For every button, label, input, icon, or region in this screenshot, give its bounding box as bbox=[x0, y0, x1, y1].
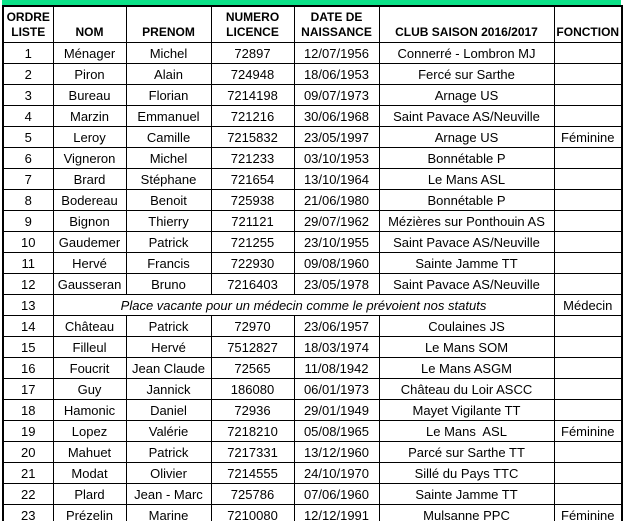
cell-ordre: 16 bbox=[3, 358, 53, 379]
cell-fonction bbox=[554, 463, 622, 484]
column-header-fonction: FONCTION bbox=[554, 6, 622, 43]
header-row bbox=[3, 6, 622, 43]
cell-club: Saint Pavace AS/Neuville bbox=[379, 232, 554, 253]
cell-prenom: Camille bbox=[126, 127, 211, 148]
cell-ordre: 2 bbox=[3, 64, 53, 85]
table-row bbox=[3, 379, 622, 400]
cell-naissance: 09/07/1973 bbox=[294, 85, 379, 106]
column-header-ordre: ORDRE LISTE bbox=[3, 6, 53, 43]
cell-nom: Gausseran bbox=[53, 274, 126, 295]
table-row bbox=[3, 358, 622, 379]
cell-club: Château du Loir ASCC bbox=[379, 379, 554, 400]
table-row bbox=[3, 400, 622, 421]
cell-licence: 72897 bbox=[211, 43, 294, 64]
table-row bbox=[3, 463, 622, 484]
cell-nom: Vigneron bbox=[53, 148, 126, 169]
cell-club: Le Mans ASL bbox=[379, 421, 554, 442]
cell-fonction bbox=[554, 316, 622, 337]
cell-licence: 721255 bbox=[211, 232, 294, 253]
cell-prenom: Michel bbox=[126, 148, 211, 169]
cell-fonction bbox=[554, 85, 622, 106]
cell-nom: Marzin bbox=[53, 106, 126, 127]
cell-naissance: 23/05/1978 bbox=[294, 274, 379, 295]
cell-nom: Plard bbox=[53, 484, 126, 505]
cell-nom: Hamonic bbox=[53, 400, 126, 421]
cell-naissance: 07/06/1960 bbox=[294, 484, 379, 505]
cell-prenom: Bruno bbox=[126, 274, 211, 295]
cell-ordre: 13 bbox=[3, 295, 53, 316]
column-header-club: CLUB SAISON 2016/2017 bbox=[379, 6, 554, 43]
cell-naissance: 11/08/1942 bbox=[294, 358, 379, 379]
cell-nom: Foucrit bbox=[53, 358, 126, 379]
cell-licence: 721233 bbox=[211, 148, 294, 169]
cell-prenom: Olivier bbox=[126, 463, 211, 484]
cell-club: Parcé sur Sarthe TT bbox=[379, 442, 554, 463]
cell-fonction: Féminine bbox=[554, 127, 622, 148]
cell-fonction bbox=[554, 442, 622, 463]
cell-ordre: 11 bbox=[3, 253, 53, 274]
cell-fonction bbox=[554, 400, 622, 421]
table-row bbox=[3, 295, 622, 316]
cell-club: Saint Pavace AS/Neuville bbox=[379, 274, 554, 295]
cell-prenom: Florian bbox=[126, 85, 211, 106]
cell-prenom: Thierry bbox=[126, 211, 211, 232]
cell-ordre: 4 bbox=[3, 106, 53, 127]
cell-licence: 7217331 bbox=[211, 442, 294, 463]
cell-naissance: 29/01/1949 bbox=[294, 400, 379, 421]
cell-naissance: 06/01/1973 bbox=[294, 379, 379, 400]
cell-naissance: 23/06/1957 bbox=[294, 316, 379, 337]
cell-prenom: Valérie bbox=[126, 421, 211, 442]
cell-naissance: 03/10/1953 bbox=[294, 148, 379, 169]
cell-licence: 7214198 bbox=[211, 85, 294, 106]
cell-prenom: Benoit bbox=[126, 190, 211, 211]
cell-fonction bbox=[554, 232, 622, 253]
cell-nom: Brard bbox=[53, 169, 126, 190]
table-row bbox=[3, 43, 622, 64]
table-row bbox=[3, 148, 622, 169]
cell-ordre: 23 bbox=[3, 505, 53, 521]
cell-licence: 72565 bbox=[211, 358, 294, 379]
cell-prenom: Francis bbox=[126, 253, 211, 274]
column-header-prenom: PRENOM bbox=[126, 6, 211, 43]
cell-prenom: Patrick bbox=[126, 442, 211, 463]
cell-club: Bonnétable P bbox=[379, 148, 554, 169]
cell-fonction bbox=[554, 337, 622, 358]
cell-merged-note: Place vacante pour un médecin comme le prévoient nos statuts bbox=[53, 295, 554, 316]
cell-licence: 725786 bbox=[211, 484, 294, 505]
cell-licence: 7512827 bbox=[211, 337, 294, 358]
cell-ordre: 9 bbox=[3, 211, 53, 232]
cell-nom: Bodereau bbox=[53, 190, 126, 211]
cell-licence: 721216 bbox=[211, 106, 294, 127]
cell-club: Mulsanne PPC bbox=[379, 505, 554, 521]
cell-club: Mézières sur Ponthouin AS bbox=[379, 211, 554, 232]
cell-licence: 186080 bbox=[211, 379, 294, 400]
cell-ordre: 19 bbox=[3, 421, 53, 442]
table-row bbox=[3, 316, 622, 337]
cell-naissance: 29/07/1962 bbox=[294, 211, 379, 232]
table-row bbox=[3, 190, 622, 211]
cell-licence: 721121 bbox=[211, 211, 294, 232]
cell-licence: 72936 bbox=[211, 400, 294, 421]
cell-club: Le Mans ASL bbox=[379, 169, 554, 190]
column-header-licence: NUMERO LICENCE bbox=[211, 6, 294, 43]
cell-naissance: 23/10/1955 bbox=[294, 232, 379, 253]
table-row bbox=[3, 484, 622, 505]
cell-fonction bbox=[554, 484, 622, 505]
cell-naissance: 18/03/1974 bbox=[294, 337, 379, 358]
cell-prenom: Stéphane bbox=[126, 169, 211, 190]
cell-nom: Ménager bbox=[53, 43, 126, 64]
cell-club: Le Mans ASGM bbox=[379, 358, 554, 379]
cell-fonction bbox=[554, 190, 622, 211]
cell-licence: 7218210 bbox=[211, 421, 294, 442]
cell-naissance: 13/12/1960 bbox=[294, 442, 379, 463]
cell-fonction bbox=[554, 211, 622, 232]
cell-prenom: Jean - Marc bbox=[126, 484, 211, 505]
cell-club: Coulaines JS bbox=[379, 316, 554, 337]
table-row bbox=[3, 421, 622, 442]
column-header-nom: NOM bbox=[53, 6, 126, 43]
cell-fonction bbox=[554, 169, 622, 190]
cell-naissance: 30/06/1968 bbox=[294, 106, 379, 127]
cell-club: Mayet Vigilante TT bbox=[379, 400, 554, 421]
cell-prenom: Marine bbox=[126, 505, 211, 521]
cell-naissance: 12/12/1991 bbox=[294, 505, 379, 521]
cell-nom: Lopez bbox=[53, 421, 126, 442]
cell-licence: 724948 bbox=[211, 64, 294, 85]
table-row bbox=[3, 274, 622, 295]
cell-fonction bbox=[554, 43, 622, 64]
cell-prenom: Patrick bbox=[126, 232, 211, 253]
cell-nom: Mahuet bbox=[53, 442, 126, 463]
table-row bbox=[3, 106, 622, 127]
column-header-naissance: DATE DE NAISSANCE bbox=[294, 6, 379, 43]
cell-fonction bbox=[554, 253, 622, 274]
table-row bbox=[3, 337, 622, 358]
cell-licence: 722930 bbox=[211, 253, 294, 274]
cell-nom: Gaudemer bbox=[53, 232, 126, 253]
cell-club: Arnage US bbox=[379, 127, 554, 148]
cell-club: Fercé sur Sarthe bbox=[379, 64, 554, 85]
cell-naissance: 12/07/1956 bbox=[294, 43, 379, 64]
cell-licence: 7215832 bbox=[211, 127, 294, 148]
cell-licence: 72970 bbox=[211, 316, 294, 337]
cell-fonction bbox=[554, 379, 622, 400]
cell-licence: 721654 bbox=[211, 169, 294, 190]
cell-nom: Bignon bbox=[53, 211, 126, 232]
cell-club: Saint Pavace AS/Neuville bbox=[379, 106, 554, 127]
cell-naissance: 24/10/1970 bbox=[294, 463, 379, 484]
cell-ordre: 17 bbox=[3, 379, 53, 400]
cell-ordre: 10 bbox=[3, 232, 53, 253]
cell-naissance: 13/10/1964 bbox=[294, 169, 379, 190]
cell-prenom: Alain bbox=[126, 64, 211, 85]
cell-ordre: 5 bbox=[3, 127, 53, 148]
cell-nom: Filleul bbox=[53, 337, 126, 358]
table-row bbox=[3, 85, 622, 106]
cell-ordre: 1 bbox=[3, 43, 53, 64]
cell-nom: Modat bbox=[53, 463, 126, 484]
cell-naissance: 09/08/1960 bbox=[294, 253, 379, 274]
table-row bbox=[3, 505, 622, 521]
cell-fonction: Féminine bbox=[554, 421, 622, 442]
cell-nom: Leroy bbox=[53, 127, 126, 148]
cell-club: Arnage US bbox=[379, 85, 554, 106]
cell-fonction bbox=[554, 64, 622, 85]
table-row bbox=[3, 127, 622, 148]
cell-naissance: 18/06/1953 bbox=[294, 64, 379, 85]
cell-ordre: 12 bbox=[3, 274, 53, 295]
table-row bbox=[3, 64, 622, 85]
table-row bbox=[3, 169, 622, 190]
cell-prenom: Jannick bbox=[126, 379, 211, 400]
cell-club: Sillé du Pays TTC bbox=[379, 463, 554, 484]
cell-fonction bbox=[554, 358, 622, 379]
cell-nom: Bureau bbox=[53, 85, 126, 106]
cell-fonction bbox=[554, 148, 622, 169]
cell-fonction bbox=[554, 106, 622, 127]
cell-prenom: Jean Claude bbox=[126, 358, 211, 379]
cell-ordre: 8 bbox=[3, 190, 53, 211]
cell-fonction: Féminine bbox=[554, 505, 622, 521]
cell-prenom: Emmanuel bbox=[126, 106, 211, 127]
cell-nom: Château bbox=[53, 316, 126, 337]
cell-naissance: 23/05/1997 bbox=[294, 127, 379, 148]
table-row bbox=[3, 253, 622, 274]
cell-ordre: 14 bbox=[3, 316, 53, 337]
cell-ordre: 7 bbox=[3, 169, 53, 190]
table-row bbox=[3, 211, 622, 232]
cell-ordre: 6 bbox=[3, 148, 53, 169]
cell-ordre: 15 bbox=[3, 337, 53, 358]
cell-licence: 7214555 bbox=[211, 463, 294, 484]
cell-nom: Piron bbox=[53, 64, 126, 85]
table-row bbox=[3, 232, 622, 253]
cell-ordre: 3 bbox=[3, 85, 53, 106]
cell-nom: Prézelin bbox=[53, 505, 126, 521]
cell-nom: Hervé bbox=[53, 253, 126, 274]
cell-nom: Guy bbox=[53, 379, 126, 400]
cell-ordre: 20 bbox=[3, 442, 53, 463]
cell-ordre: 22 bbox=[3, 484, 53, 505]
cell-fonction bbox=[554, 274, 622, 295]
cell-licence: 7210080 bbox=[211, 505, 294, 521]
table-row bbox=[3, 442, 622, 463]
cell-ordre: 21 bbox=[3, 463, 53, 484]
cell-ordre: 18 bbox=[3, 400, 53, 421]
cell-prenom: Michel bbox=[126, 43, 211, 64]
cell-licence: 7216403 bbox=[211, 274, 294, 295]
cell-prenom: Daniel bbox=[126, 400, 211, 421]
cell-club: Sainte Jamme TT bbox=[379, 484, 554, 505]
cell-fonction: Médecin bbox=[554, 295, 622, 316]
cell-club: Bonnétable P bbox=[379, 190, 554, 211]
cell-prenom: Patrick bbox=[126, 316, 211, 337]
cell-club: Sainte Jamme TT bbox=[379, 253, 554, 274]
cell-prenom: Hervé bbox=[126, 337, 211, 358]
cell-naissance: 21/06/1980 bbox=[294, 190, 379, 211]
licence-table bbox=[2, 5, 623, 521]
cell-naissance: 05/08/1965 bbox=[294, 421, 379, 442]
cell-licence: 725938 bbox=[211, 190, 294, 211]
table-body bbox=[3, 43, 622, 521]
cell-club: Le Mans SOM bbox=[379, 337, 554, 358]
cell-club: Connerré - Lombron MJ bbox=[379, 43, 554, 64]
